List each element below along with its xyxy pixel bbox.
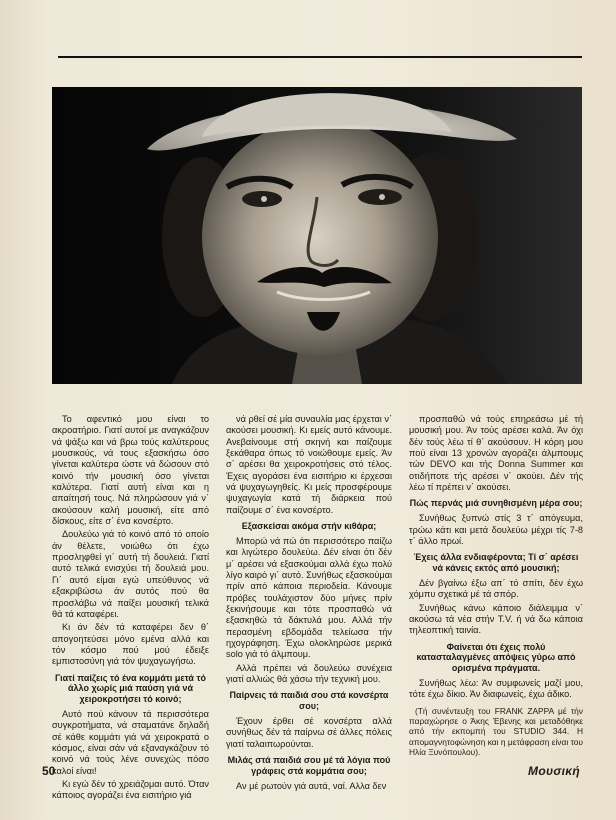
paragraph: Δουλεύω γιά τό κοινό από τό οποίο άν θέλετε, νοιώθω ότι έχω προσληφθεί γι΄ αυτή τή δουλειά. Γιατί αυτό τελικά ενισχύει τή δουλειά μου. Γι΄ αυτό είμαι εγώ υπεύθυνος νά εξακριβώσω άν αυτός πού θα προσλάβω νά παίξει μουσική τελικά θά τά καταφέρει. (52, 529, 209, 619)
interview-question: Γιατί παίζεις τό ένα κομμάτι μετά τό άλλο χωρίς μιά παύση γιά νά χειροκροτήσει τό κοινό; (55, 672, 206, 705)
top-rule (58, 56, 582, 58)
interview-question: Έχεις άλλα ενδιαφέροντα; Τί σ΄ αρέσει νά κάνεις εκτός από μουσική; (413, 552, 579, 574)
paragraph: Αυτό πού κάνουν τά περισσότερα συγκροτήματα, νά σταματάνε δηλαδή σέ κάθε κομμάτι γιά νά χειροκρατά ο κόσμος, είναι σάν νά εξαναγκάζουν τό κοινό νά τούς λένε συνεχώς πόσο καλοί είναι! (52, 708, 209, 776)
paragraph: νά ρθεί σέ μία συναυλία μας έρχεται ν΄ ακούσει μουσική. Κι εμείς αυτό κάνουμε. Ανεβαίνουμε στή σκηνή και παίζουμε ξεκάθαρα όπως τό νοιώθουμε εμείς. Άν σ΄ αρέσει θα χειροκροτήσεις στό τέλος. Έχεις αγοράσει ένα εισιτήριο κι έρχεσαι νά ψυχαγωγηθείς. Κι μείς προσφέρουμε ψυχαγωγία κατά τή διάρκεια πού παίζουμε σ΄ ένα κονσέρτο. (226, 414, 393, 515)
credit-note: (Τή συνέντευξη του FRANK ZAPPA μέ τήν παραχώρησε ο Άκης Έβενης και μεταδόθηκε από τήν εκπομπή του STUDIO 344. Η απομαγνητοφώνηση και η μετάφραση είναι του Ηλία Ξυνόπουλου). (409, 705, 583, 758)
paragraph: Κι άν δέν τά καταφέρει δεν θ΄ απογοητεύσει μόνο εμένα αλλά και τόν κόσμο πού μού έδειξε εμπιστοσύνη γιά τόν ψυχαγωγήσω. (52, 622, 209, 667)
interview-question: Παίρνεις τά παιδιά σου στά κονσέρτα σου; (229, 690, 389, 712)
paragraph: Συνήθως ξυπνώ στίς 3 τ΄ απόγευμα, τρώω κάτι και μετά δουλεύω μέχρι τίς 7-8 τ΄ άλλο πρωί. (409, 513, 583, 546)
paragraph: Μπορώ νά πώ ότι περισσότερο παίζω και λιγώτερο δουλεύω. Δέν είναι ότι δέν μ΄ αρέσει νά εξασκούμαι αλλά έχω πολύ λίγο καιρό γι΄ αυτό. Συνήθως εξασκούμαι πρίν από κάποια περιοδεία. Κάνουμε πρόβες τουλάχιστον δύο μήνες πρίν ξεκινήσουμε και τότε προσπαθώ νά εξασκηθώ τά δάκτυλά μου. Αλλά τήν περασμένη εβδομάδα τελείωσα τήν ηχογράφηση. Έχω ολοκληρώσε μερικά solo γιά τό άλμπουμ. (226, 535, 392, 660)
interview-question: Εξασκείσαι ακόμα στήν κιθάρα; (241, 521, 377, 532)
paragraph: Αλλά πρέπει νά δουλεύω συνέχεια γιατί αλλιώς θά χάσω τήν τεχνική μου. (226, 662, 392, 685)
magazine-name: Μουσική (528, 764, 580, 778)
paragraph: Συνήθως κάνω κάποιο διάλειμμα ν΄ ακούσω τά νέα στήν Τ.V. ή νά δω κάποια τηλεοπτική ταινία. (409, 602, 583, 636)
paragraph: Δέν βγαίνω έξω απ΄ τό σπίτι, δέν έχω χόμπυ σχετικά μέ τά σπόρ. (409, 577, 583, 600)
portrait-photo (52, 87, 582, 384)
interview-question: Πώς περνάς μιά συνηθισμένη μέρα σου; (409, 498, 583, 509)
text-column-1 (52, 414, 209, 804)
paragraph: Το αφεντικό μου είναι το ακροατήριο. Γιατί αυτοί με αναγκάζουν νά ψάξω και νά βρω τούς καλύτερους μουσικούς, νά τους εξασκήσω όσο γίνεται καλύτερα ώστε νά δώσουν στό κοινό τήν μουσική όσο γίνεται καλύτερα. Γιατί αυτή είναι και η απαίτησή τους. Νά πληρώσουν γιά ν΄ ακούσουν καλή μουσική, είτε από δίσκους, είτε σ΄ ένα κονσέρτο. (52, 414, 209, 527)
text-column-2 (226, 414, 392, 794)
text-column-3 (409, 414, 583, 760)
interview-question: Μιλάς στά παιδιά σου μέ τά λόγια πού γράφεις στά κομμάτια σου; (227, 754, 391, 776)
page-number: 50 (42, 764, 56, 778)
paragraph: προσπαθώ νά τούς επηρεάσω μέ τή μουσική μου. Άν τούς αρέσει καλά. Άν όχι δέν τούς λέω τί θ΄ ακούσουν. Η κόρη μου πού είναι 13 χρονών αγοράζει άλμπουμς τών DEVO και τής Donna Summer και οτιδήποτε τής αρέσει ν΄ ακούει. Δέν τής λέω τί πρέπει ν΄ ακούσει. (409, 414, 583, 493)
interview-question: Φαίνεται ότι έχεις πολύ κατασταλαγμένες απόψεις γύρω από ορισμένα πράγματα. (416, 641, 576, 674)
paragraph: Συνήθως λέω: Άν συμφωνείς μαζί μου, τότε έχω δίκιο. Άν διαφωνείς, έχω άδικο. (409, 677, 583, 700)
paragraph: Αν μέ ρωτούν γιά αυτά, ναί. Αλλα δεν (236, 780, 387, 791)
paragraph: Έχουν έρθει σέ κονσέρτα αλλά συνήθως δέν τά παίρνω σέ άλλες πόλεις γιατί ταλαιπωρούνται. (226, 715, 392, 749)
paragraph: Κι εγώ δέν τό χρειάζομαι αυτό. Όταν κάποιος αγοράζει ένα εισιτήριο γιά (52, 779, 209, 801)
